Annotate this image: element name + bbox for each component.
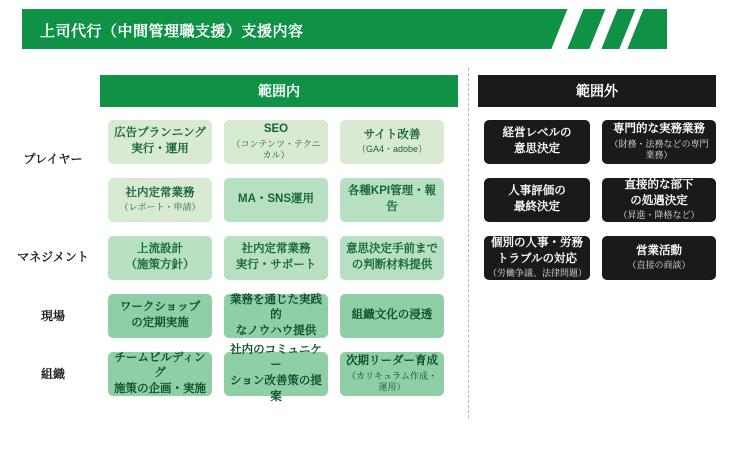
card-main-label: SEO (263, 123, 289, 136)
section-divider (468, 68, 469, 418)
card-main-label: 営業活動 (636, 244, 682, 257)
inside-card (224, 343, 328, 403)
inside-card (224, 120, 328, 164)
card-sub-label: （直接の商談） (627, 260, 691, 271)
card-main-label: 社内定常業務 実行・サポート (235, 243, 317, 271)
card-main-label: 広告プランニング 実行・運用 (114, 127, 206, 155)
card-sub-label: （GA4・adobe） (356, 144, 428, 155)
card-main-label: ワークショップ の定期実施 (119, 301, 201, 329)
card-main-label: 組織文化の浸透 (351, 309, 433, 322)
inside-card (340, 178, 444, 222)
outside-card (484, 120, 590, 164)
card-main-label: 個別の人事・労務 トラブルの対応 (491, 237, 583, 265)
row-label: 組織 (40, 367, 65, 381)
inside-card (340, 120, 444, 164)
card-main-label: 社内定常業務 (125, 186, 195, 199)
card-main-label: 次期リーダー育成 (346, 355, 438, 368)
outside-card (602, 178, 716, 222)
page-title: 上司代行（中間管理職支援）支援内容 (40, 23, 304, 40)
row-label: プレイヤー (23, 152, 83, 166)
card-sub-label: （労働争議、法律問題） (488, 268, 588, 279)
card-main-label: 上流設計 （施策方針） (125, 243, 195, 271)
card-main-label: 直接的な部下 の処遇決定 (624, 179, 694, 207)
card-sub-label: （レポート・申請） (119, 202, 201, 213)
card-main-label: 社内のコミュニケー ション改善策の提案 (230, 343, 322, 403)
card-main-label: 専門的な実務業務 (613, 123, 705, 136)
card-sub-label: （コンテンツ・テクニカル） (231, 138, 321, 161)
inside-card (224, 294, 328, 338)
inside-card (340, 294, 444, 338)
card-main-label: 意思決定手前まで の判断材料提供 (346, 243, 438, 271)
card-main-label: 経営レベルの 意思決定 (502, 127, 572, 155)
inside-card (224, 178, 328, 222)
inside-card (108, 294, 212, 338)
inside-card (224, 236, 328, 280)
card-sub-label: （カリキュラム作成・運用） (347, 370, 437, 393)
outside-card (484, 178, 590, 222)
header-stripe-2 (584, 9, 621, 49)
inside-card (108, 120, 212, 164)
inside-card (108, 352, 212, 396)
inside-card (340, 236, 444, 280)
inside-card (340, 352, 444, 396)
header-stripe-1 (546, 9, 587, 49)
card-sub-label: （昇進・降格など） (618, 210, 700, 221)
column-header-outside: 範囲外 (478, 75, 716, 107)
card-main-label: チームビルディング 施策の企画・実施 (114, 351, 206, 395)
row-label: 現場 (40, 309, 65, 323)
column-header-inside: 範囲内 (100, 75, 458, 107)
card-main-label: 業務を通じた実践的 なノウハウ提供 (230, 293, 322, 337)
slide-header (22, 9, 667, 49)
inside-card (108, 178, 212, 222)
card-main-label: 人事評価の 最終決定 (508, 185, 566, 213)
card-main-label: 各種KPI管理・報告 (347, 185, 437, 213)
card-main-label: MA・SNS運用 (237, 193, 315, 206)
outside-card (602, 120, 716, 164)
header-stripe-3 (614, 9, 647, 49)
inside-card (108, 236, 212, 280)
row-label: マネジメント (17, 250, 89, 264)
outside-card (602, 236, 716, 280)
card-sub-label: （財務・法務などの専門業務） (609, 138, 709, 161)
outside-card (484, 236, 590, 280)
card-main-label: サイト改善 (363, 128, 421, 141)
